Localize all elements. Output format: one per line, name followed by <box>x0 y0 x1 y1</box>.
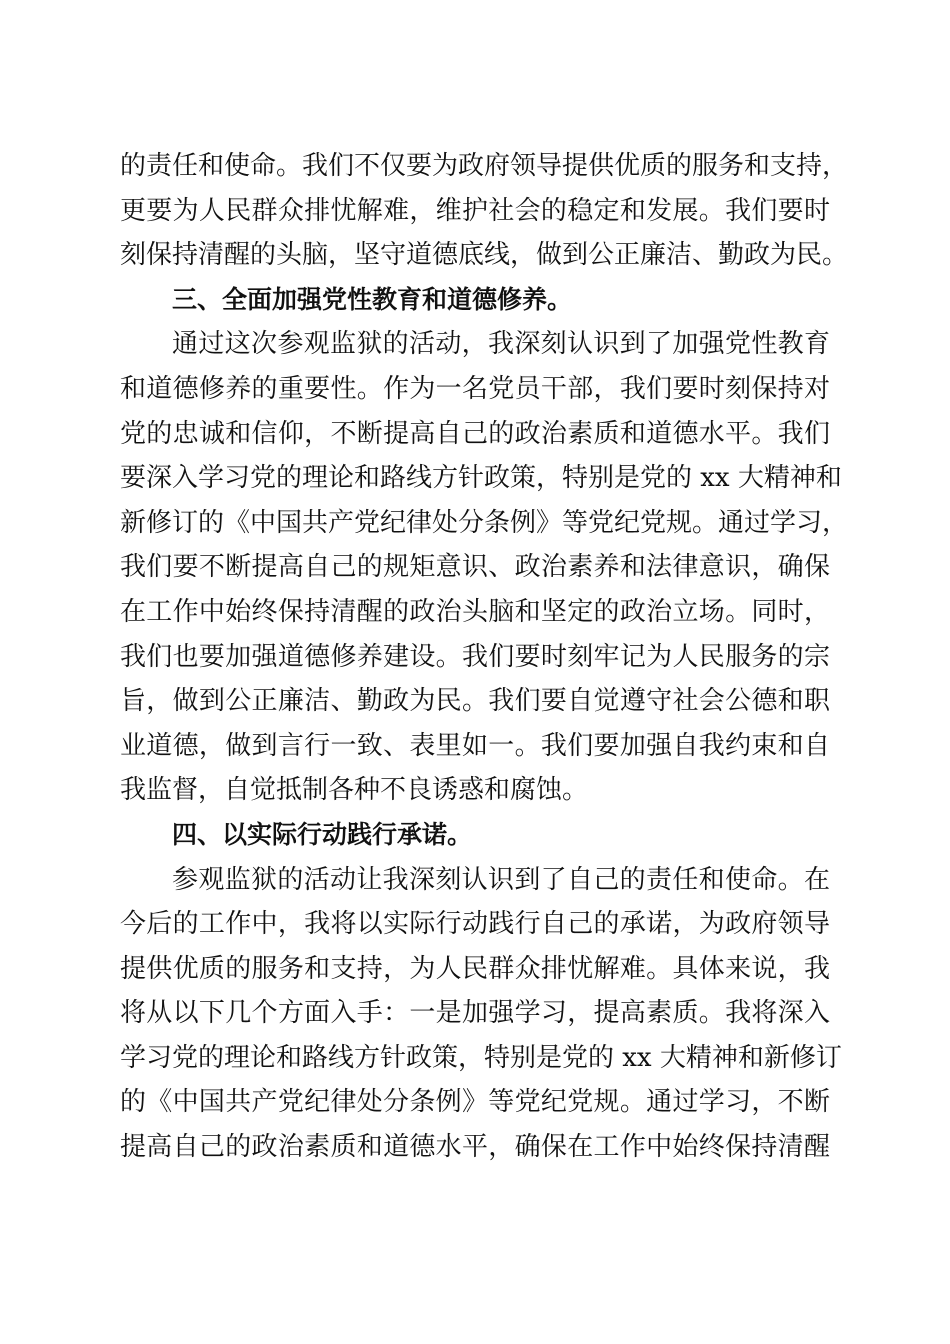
text-line: 提供优质的服务和支持，为人民群众排忧解难。具体来说，我 <box>120 953 830 984</box>
section-heading: 四、以实际行动践行承诺。 <box>172 819 473 849</box>
text-line: 将从以下几个方面入手：一是加强学习，提高素质。我将深入 <box>120 998 830 1029</box>
text-line: 的《中国共产党纪律处分条例》等党纪党规。通过学习，不断 <box>120 1087 830 1118</box>
text-line: 学习党的理论和路线方针政策，特别是党的 xx 大精神和新修订 <box>120 1042 842 1073</box>
text-line: 我们要不断提高自己的规矩意识、政治素养和法律意识，确保 <box>120 552 830 583</box>
text-line: 更要为人民群众排忧解难，维护社会的稳定和发展。我们要时 <box>120 195 830 226</box>
text-line: 要深入学习党的理论和路线方针政策，特别是党的 xx 大精神和 <box>120 463 842 494</box>
text-line: 和道德修养的重要性。作为一名党员干部，我们要时刻保持对 <box>120 373 830 404</box>
text-line: 通过这次参观监狱的活动，我深刻认识到了加强党性教育 <box>172 329 830 360</box>
text-line: 我们也要加强道德修养建设。我们要时刻牢记为人民服务的宗 <box>120 641 830 672</box>
document-body <box>120 144 849 1170</box>
text-line: 党的忠诚和信仰，不断提高自己的政治素质和道德水平。我们 <box>120 418 830 449</box>
text-line: 参观监狱的活动让我深刻认识到了自己的责任和使命。在 <box>172 864 830 895</box>
text-line: 旨，做到公正廉洁、勤政为民。我们要自觉遵守社会公德和职 <box>120 686 830 717</box>
text-line: 新修订的《中国共产党纪律处分条例》等党纪党规。通过学习， <box>120 507 849 538</box>
section-heading: 三、全面加强党性教育和道德修养。 <box>172 284 573 314</box>
text-line: 的责任和使命。我们不仅要为政府领导提供优质的服务和支持， <box>120 151 849 181</box>
text-line: 在工作中始终保持清醒的政治头脑和坚定的政治立场。同时， <box>120 596 830 627</box>
text-line: 业道德，做到言行一致、表里如一。我们要加强自我约束和自 <box>120 730 830 761</box>
text-line: 提高自己的政治素质和道德水平，确保在工作中始终保持清醒 <box>120 1132 830 1163</box>
text-line: 刻保持清醒的头脑，坚守道德底线，做到公正廉洁、勤政为民。 <box>120 240 849 271</box>
text-line: 今后的工作中，我将以实际行动践行自己的承诺，为政府领导 <box>120 909 830 940</box>
text-line: 我监督，自觉抵制各种不良诱惑和腐蚀。 <box>120 775 589 806</box>
